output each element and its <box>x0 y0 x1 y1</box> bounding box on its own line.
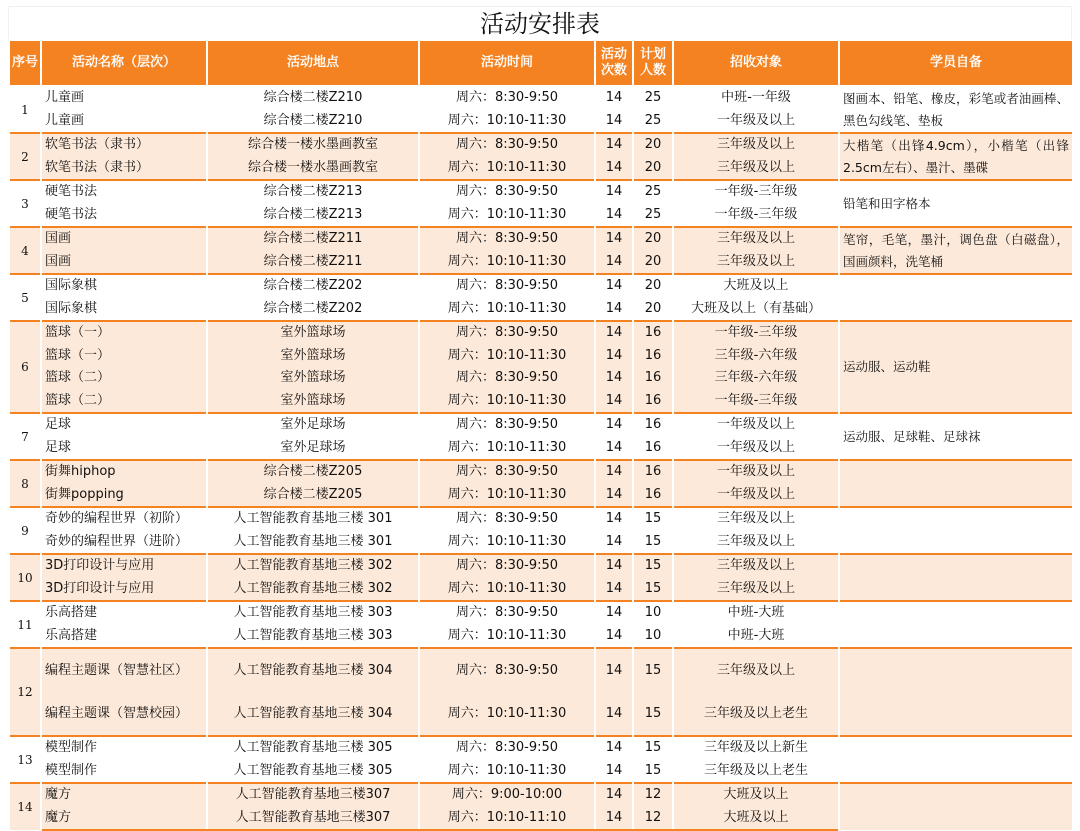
location-cell: 室外篮球场 <box>207 321 419 345</box>
sessions-cell: 14 <box>595 760 633 784</box>
location-cell: 综合楼二楼Z205 <box>207 460 419 484</box>
sessions-cell: 14 <box>595 345 633 368</box>
time-cell: 周六：8:30-9:50 <box>419 227 595 251</box>
time-cell: 周六：8:30-9:50 <box>419 86 595 110</box>
audience-cell: 一年级及以上 <box>673 484 839 508</box>
schedule-body <box>9 86 1073 830</box>
location-cell: 室外足球场 <box>207 437 419 461</box>
sessions-cell: 14 <box>595 807 633 831</box>
planned-count-cell: 12 <box>633 783 673 807</box>
row-seq-cell: 12 <box>9 648 41 736</box>
time-cell: 周六：10:10-11:30 <box>419 760 595 784</box>
time-cell: 周六：10:10-11:30 <box>419 345 595 368</box>
supplies-cell <box>839 507 1073 554</box>
supplies-cell: 运动服、足球鞋、足球袜 <box>839 413 1073 460</box>
time-cell: 周六：10:10-11:30 <box>419 298 595 322</box>
location-cell: 综合楼二楼Z202 <box>207 298 419 322</box>
audience-cell: 中班-大班 <box>673 625 839 649</box>
sessions-cell: 14 <box>595 554 633 578</box>
location-cell: 室外篮球场 <box>207 367 419 390</box>
col-header-location: 活动地点 <box>207 40 419 86</box>
location-cell: 人工智能教育基地三楼 304 <box>207 648 419 692</box>
table-row <box>9 460 1073 484</box>
supplies-cell: 运动服、运动鞋 <box>839 321 1073 413</box>
schedule-table <box>8 39 1074 831</box>
time-cell: 周六：10:10-11:30 <box>419 484 595 508</box>
table-row <box>9 227 1073 251</box>
location-cell: 人工智能教育基地三楼 301 <box>207 507 419 531</box>
activity-name-cell: 硬笔书法 <box>41 180 207 204</box>
audience-cell: 中班-一年级 <box>673 86 839 110</box>
location-cell: 人工智能教育基地三楼 303 <box>207 601 419 625</box>
supplies-cell <box>839 460 1073 507</box>
supplies-cell <box>839 554 1073 601</box>
planned-count-cell: 15 <box>633 531 673 555</box>
planned-count-cell: 25 <box>633 204 673 228</box>
table-row <box>9 507 1073 531</box>
location-cell: 综合楼二楼Z213 <box>207 204 419 228</box>
sessions-cell: 14 <box>595 298 633 322</box>
activity-name-cell: 魔方 <box>41 783 207 807</box>
table-row <box>9 783 1073 807</box>
time-cell: 周六：8:30-9:50 <box>419 274 595 298</box>
location-cell: 人工智能教育基地三楼 301 <box>207 531 419 555</box>
time-cell: 周六：10:10-11:30 <box>419 625 595 649</box>
sessions-cell: 14 <box>595 531 633 555</box>
activity-name-cell: 篮球（一） <box>41 345 207 368</box>
time-cell: 周六：8:30-9:50 <box>419 601 595 625</box>
location-cell: 综合楼二楼Z210 <box>207 110 419 134</box>
activity-name-cell: 模型制作 <box>41 736 207 760</box>
sessions-cell: 14 <box>595 601 633 625</box>
time-cell: 周六：8:30-9:50 <box>419 554 595 578</box>
time-cell: 周六：10:10-11:30 <box>419 204 595 228</box>
audience-cell: 一年级-三年级 <box>673 204 839 228</box>
row-seq-cell: 10 <box>9 554 41 601</box>
audience-cell: 三年级及以上 <box>673 531 839 555</box>
activity-name-cell: 街舞popping <box>41 484 207 508</box>
col-header-sessions <box>595 40 633 86</box>
sessions-cell: 14 <box>595 736 633 760</box>
activity-name-cell: 奇妙的编程世界（进阶） <box>41 531 207 555</box>
audience-cell: 三年级及以上老生 <box>673 760 839 784</box>
row-seq-cell: 4 <box>9 227 41 274</box>
audience-cell: 三年级-六年级 <box>673 345 839 368</box>
activity-name-cell: 篮球（二） <box>41 390 207 414</box>
sessions-cell: 14 <box>595 367 633 390</box>
location-cell: 人工智能教育基地三楼 305 <box>207 736 419 760</box>
activity-name-cell: 足球 <box>41 437 207 461</box>
row-seq-cell: 5 <box>9 274 41 321</box>
audience-cell: 三年级及以上 <box>673 648 839 692</box>
audience-cell: 大班及以上 <box>673 274 839 298</box>
planned-count-cell: 20 <box>633 298 673 322</box>
sessions-cell: 14 <box>595 390 633 414</box>
time-cell: 周六：8:30-9:50 <box>419 507 595 531</box>
audience-cell: 三年级-六年级 <box>673 367 839 390</box>
planned-count-cell: 10 <box>633 601 673 625</box>
audience-cell: 大班及以上 <box>673 807 839 831</box>
audience-cell: 三年级及以上 <box>673 578 839 602</box>
time-cell: 周六：8:30-9:50 <box>419 321 595 345</box>
location-cell: 综合楼二楼Z213 <box>207 180 419 204</box>
row-seq-cell: 13 <box>9 736 41 783</box>
table-row <box>9 321 1073 345</box>
audience-cell: 一年级-三年级 <box>673 390 839 414</box>
row-seq-cell: 3 <box>9 180 41 227</box>
planned-count-cell: 16 <box>633 437 673 461</box>
time-cell: 周六：8:30-9:50 <box>419 648 595 692</box>
audience-cell: 大班及以上 <box>673 783 839 807</box>
time-cell: 周六：8:30-9:50 <box>419 180 595 204</box>
planned-count-cell: 25 <box>633 110 673 134</box>
activity-name-cell: 街舞hiphop <box>41 460 207 484</box>
supplies-cell <box>839 601 1073 648</box>
time-cell: 周六：10:10-11:30 <box>419 110 595 134</box>
location-cell: 综合楼一楼水墨画教室 <box>207 133 419 157</box>
location-cell: 综合楼二楼Z210 <box>207 86 419 110</box>
sessions-cell: 14 <box>595 133 633 157</box>
audience-cell: 三年级及以上 <box>673 227 839 251</box>
activity-name-cell: 软笔书法（隶书） <box>41 133 207 157</box>
activity-name-cell: 国际象棋 <box>41 298 207 322</box>
audience-cell: 一年级及以上 <box>673 413 839 437</box>
activity-name-cell: 模型制作 <box>41 760 207 784</box>
activity-name-cell: 魔方 <box>41 807 207 831</box>
location-cell: 室外篮球场 <box>207 390 419 414</box>
planned-count-cell: 16 <box>633 367 673 390</box>
sessions-cell: 14 <box>595 648 633 692</box>
table-row <box>9 736 1073 760</box>
sessions-cell: 14 <box>595 460 633 484</box>
planned-count-cell: 15 <box>633 692 673 736</box>
activity-name-cell: 儿童画 <box>41 86 207 110</box>
time-cell: 周六：8:30-9:50 <box>419 460 595 484</box>
location-cell: 综合楼二楼Z202 <box>207 274 419 298</box>
audience-cell: 三年级及以上新生 <box>673 736 839 760</box>
col-header-planned <box>633 40 673 86</box>
audience-cell: 一年级-三年级 <box>673 180 839 204</box>
planned-count-cell: 25 <box>633 180 673 204</box>
sessions-cell: 14 <box>595 86 633 110</box>
activity-name-cell: 软笔书法（隶书） <box>41 157 207 181</box>
supplies-cell <box>839 274 1073 321</box>
table-row <box>9 413 1073 437</box>
time-cell: 周六：8:30-9:50 <box>419 413 595 437</box>
location-cell: 人工智能教育基地三楼 302 <box>207 578 419 602</box>
activity-name-cell: 编程主题课（智慧校园） <box>41 692 207 736</box>
activity-name-cell: 国画 <box>41 251 207 275</box>
planned-count-cell: 15 <box>633 760 673 784</box>
time-cell: 周六：8:30-9:50 <box>419 367 595 390</box>
supplies-cell <box>839 736 1073 783</box>
col-header-supplies: 学员自备 <box>839 40 1073 86</box>
activity-name-cell: 国际象棋 <box>41 274 207 298</box>
row-seq-cell: 6 <box>9 321 41 413</box>
location-cell: 人工智能教育基地三楼 302 <box>207 554 419 578</box>
planned-count-cell: 15 <box>633 554 673 578</box>
audience-cell: 三年级及以上 <box>673 133 839 157</box>
sessions-cell: 14 <box>595 692 633 736</box>
audience-cell: 一年级及以上 <box>673 110 839 134</box>
planned-count-cell: 16 <box>633 345 673 368</box>
col-header-planned-line2: 人数 <box>639 63 666 78</box>
row-seq-cell: 11 <box>9 601 41 648</box>
planned-count-cell: 20 <box>633 133 673 157</box>
time-cell: 周六：10:10-11:10 <box>419 807 595 831</box>
table-row <box>9 180 1073 204</box>
row-seq-cell: 1 <box>9 86 41 133</box>
audience-cell: 三年级及以上老生 <box>673 692 839 736</box>
time-cell: 周六：10:10-11:30 <box>419 437 595 461</box>
activity-name-cell: 儿童画 <box>41 110 207 134</box>
location-cell: 人工智能教育基地三楼307 <box>207 783 419 807</box>
sessions-cell: 14 <box>595 180 633 204</box>
sessions-cell: 14 <box>595 507 633 531</box>
location-cell: 人工智能教育基地三楼307 <box>207 807 419 831</box>
planned-count-cell: 15 <box>633 736 673 760</box>
location-cell: 人工智能教育基地三楼 303 <box>207 625 419 649</box>
location-cell: 综合楼二楼Z205 <box>207 484 419 508</box>
time-cell: 周六：10:10-11:30 <box>419 531 595 555</box>
sessions-cell: 14 <box>595 484 633 508</box>
audience-cell: 三年级及以上 <box>673 507 839 531</box>
sessions-cell: 14 <box>595 413 633 437</box>
location-cell: 综合楼一楼水墨画教室 <box>207 157 419 181</box>
page-title: 活动安排表 <box>8 6 1072 39</box>
row-seq-cell: 2 <box>9 133 41 180</box>
activity-name-cell: 篮球（一） <box>41 321 207 345</box>
col-header-time: 活动时间 <box>419 40 595 86</box>
activity-name-cell: 乐高搭建 <box>41 625 207 649</box>
time-cell: 周六：10:10-11:30 <box>419 390 595 414</box>
audience-cell: 中班-大班 <box>673 601 839 625</box>
planned-count-cell: 20 <box>633 227 673 251</box>
audience-cell: 三年级及以上 <box>673 251 839 275</box>
activity-name-cell: 硬笔书法 <box>41 204 207 228</box>
table-row <box>9 274 1073 298</box>
col-header-planned-line1: 计划 <box>639 47 666 62</box>
table-row <box>9 601 1073 625</box>
supplies-cell: 铅笔和田字格本 <box>839 180 1073 227</box>
sessions-cell: 14 <box>595 625 633 649</box>
audience-cell: 三年级及以上 <box>673 554 839 578</box>
time-cell: 周六：10:10-11:30 <box>419 157 595 181</box>
planned-count-cell: 16 <box>633 484 673 508</box>
planned-count-cell: 15 <box>633 648 673 692</box>
header-row <box>9 40 1073 86</box>
location-cell: 人工智能教育基地三楼 305 <box>207 760 419 784</box>
supplies-cell <box>839 783 1073 830</box>
time-cell: 周六：10:10-11:30 <box>419 578 595 602</box>
col-header-sessions-line1: 活动 <box>600 47 627 62</box>
sessions-cell: 14 <box>595 321 633 345</box>
audience-cell: 三年级及以上 <box>673 157 839 181</box>
row-seq-cell: 14 <box>9 783 41 830</box>
audience-cell: 一年级-三年级 <box>673 321 839 345</box>
activity-name-cell: 3D打印设计与应用 <box>41 554 207 578</box>
location-cell: 综合楼二楼Z211 <box>207 227 419 251</box>
supplies-cell: 笔帘，毛笔，墨汁，调色盘（白磁盘），国画颜料，洗笔桶 <box>839 227 1073 274</box>
supplies-cell: 图画本、铅笔、橡皮，彩笔或者油画棒、黑色勾线笔、垫板 <box>839 86 1073 133</box>
activity-name-cell: 足球 <box>41 413 207 437</box>
sessions-cell: 14 <box>595 204 633 228</box>
sessions-cell: 14 <box>595 227 633 251</box>
planned-count-cell: 12 <box>633 807 673 831</box>
supplies-cell <box>839 648 1073 736</box>
col-header-sessions-line2: 次数 <box>600 63 627 78</box>
schedule-sheet <box>8 6 1072 831</box>
time-cell: 周六：10:10-11:30 <box>419 692 595 736</box>
audience-cell: 一年级及以上 <box>673 437 839 461</box>
planned-count-cell: 16 <box>633 321 673 345</box>
planned-count-cell: 16 <box>633 413 673 437</box>
location-cell: 室外足球场 <box>207 413 419 437</box>
activity-name-cell: 编程主题课（智慧社区） <box>41 648 207 692</box>
planned-count-cell: 16 <box>633 460 673 484</box>
col-header-name: 活动名称（层次） <box>41 40 207 86</box>
row-seq-cell: 8 <box>9 460 41 507</box>
sessions-cell: 14 <box>595 578 633 602</box>
supplies-cell: 大楷笔（出锋4.9cm），小楷笔（出锋2.5cm左右）、墨汁、墨碟 <box>839 133 1073 180</box>
audience-cell: 一年级及以上 <box>673 460 839 484</box>
planned-count-cell: 15 <box>633 578 673 602</box>
activity-name-cell: 乐高搭建 <box>41 601 207 625</box>
sessions-cell: 14 <box>595 437 633 461</box>
sessions-cell: 14 <box>595 110 633 134</box>
row-seq-cell: 7 <box>9 413 41 460</box>
time-cell: 周六：8:30-9:50 <box>419 736 595 760</box>
activity-name-cell: 奇妙的编程世界（初阶） <box>41 507 207 531</box>
time-cell: 周六：8:30-9:50 <box>419 133 595 157</box>
table-row <box>9 554 1073 578</box>
sessions-cell: 14 <box>595 783 633 807</box>
sessions-cell: 14 <box>595 251 633 275</box>
location-cell: 综合楼二楼Z211 <box>207 251 419 275</box>
planned-count-cell: 20 <box>633 251 673 275</box>
planned-count-cell: 16 <box>633 390 673 414</box>
activity-name-cell: 篮球（二） <box>41 367 207 390</box>
sessions-cell: 14 <box>595 157 633 181</box>
time-cell: 周六：9:00-10:00 <box>419 783 595 807</box>
row-seq-cell: 9 <box>9 507 41 554</box>
location-cell: 人工智能教育基地三楼 304 <box>207 692 419 736</box>
planned-count-cell: 20 <box>633 157 673 181</box>
table-row <box>9 133 1073 157</box>
col-header-audience: 招收对象 <box>673 40 839 86</box>
planned-count-cell: 20 <box>633 274 673 298</box>
audience-cell: 大班及以上（有基础） <box>673 298 839 322</box>
activity-name-cell: 3D打印设计与应用 <box>41 578 207 602</box>
time-cell: 周六：10:10-11:30 <box>419 251 595 275</box>
activity-name-cell: 国画 <box>41 227 207 251</box>
col-header-seq: 序号 <box>9 40 41 86</box>
planned-count-cell: 25 <box>633 86 673 110</box>
sessions-cell: 14 <box>595 274 633 298</box>
location-cell: 室外篮球场 <box>207 345 419 368</box>
planned-count-cell: 10 <box>633 625 673 649</box>
table-row <box>9 648 1073 692</box>
table-row <box>9 86 1073 110</box>
planned-count-cell: 15 <box>633 507 673 531</box>
